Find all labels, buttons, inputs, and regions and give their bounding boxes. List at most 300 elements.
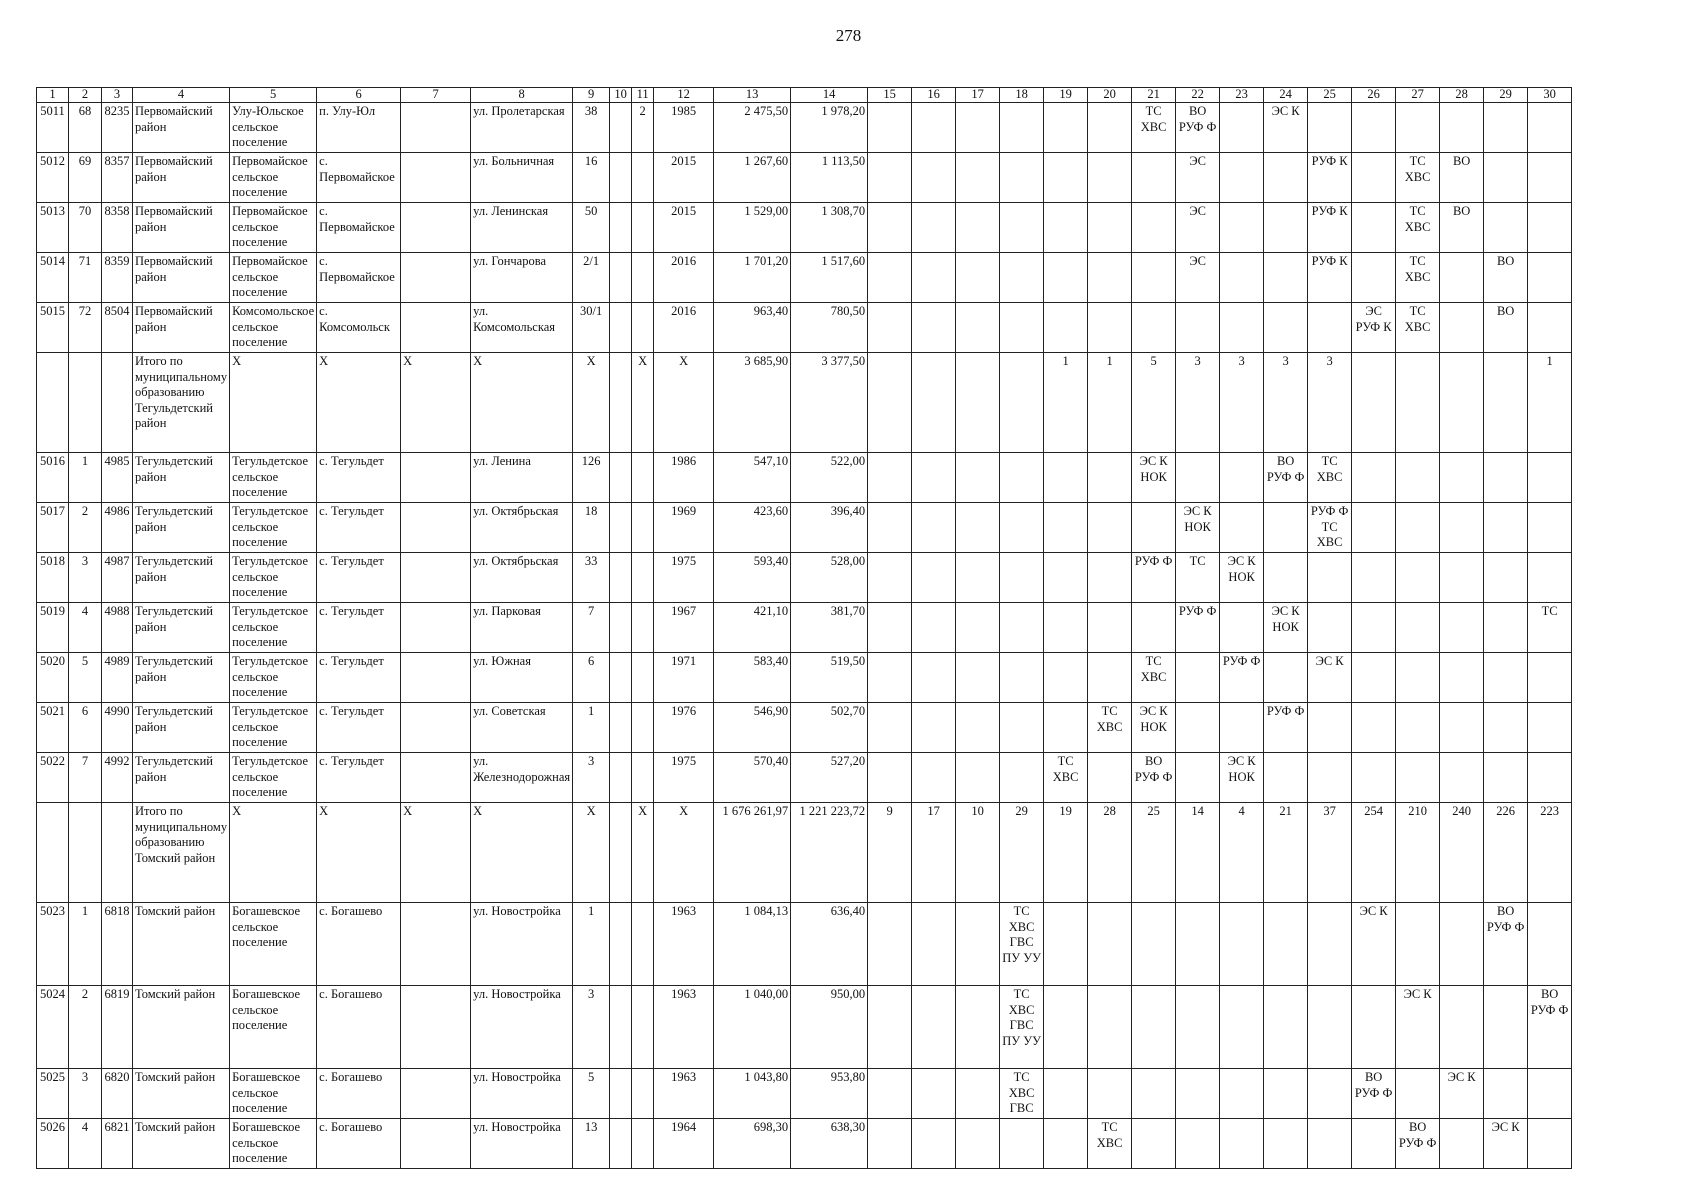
column-header-30: 30 <box>1528 88 1572 103</box>
cell-col-22 <box>1176 703 1220 753</box>
column-header-13: 13 <box>714 88 791 103</box>
cell-year: 1971 <box>654 653 714 703</box>
cell-col-30: 1 <box>1528 353 1572 453</box>
cell-col-23: 3 <box>1220 353 1264 453</box>
cell-year: 1986 <box>654 453 714 503</box>
cell-col-19 <box>1044 986 1088 1069</box>
cell-col-26 <box>1352 1119 1396 1169</box>
cell-living-area: 527,20 <box>791 753 868 803</box>
cell-col-24: 3 <box>1264 353 1308 453</box>
cell-col-27 <box>1396 753 1440 803</box>
cell-col-18 <box>1000 703 1044 753</box>
cell-col-21 <box>1132 203 1176 253</box>
cell-district-no <box>69 803 102 903</box>
cell-col-29 <box>1484 103 1528 153</box>
cell-district: Тегульдетский район <box>133 703 230 753</box>
subtotal-row <box>37 353 1572 453</box>
cell-total-area: 1 084,13 <box>714 903 791 986</box>
cell-col-23: ЭС К НОК <box>1220 753 1264 803</box>
cell-settlement-unit: Богашевское сельское поселение <box>230 1119 317 1169</box>
cell-col10 <box>610 986 632 1069</box>
cell-col-25: ЭС К <box>1308 653 1352 703</box>
cell-col-25: РУФ К <box>1308 203 1352 253</box>
cell-col-26 <box>1352 703 1396 753</box>
cell-district: Томский район <box>133 1119 230 1169</box>
cell-col7 <box>401 503 471 553</box>
cell-col-26 <box>1352 353 1396 453</box>
cell-col-15 <box>868 653 912 703</box>
cell-col10 <box>610 803 632 903</box>
column-header-1: 1 <box>37 88 69 103</box>
cell-total-area: 421,10 <box>714 603 791 653</box>
cell-living-area: 528,00 <box>791 553 868 603</box>
cell-building-id: 4986 <box>102 503 133 553</box>
cell-col-30 <box>1528 703 1572 753</box>
cell-col-23 <box>1220 253 1264 303</box>
cell-col-19 <box>1044 103 1088 153</box>
cell-col11: 2 <box>632 103 654 153</box>
cell-col-27 <box>1396 553 1440 603</box>
cell-col-30 <box>1528 253 1572 303</box>
cell-col-22 <box>1176 453 1220 503</box>
cell-col-18 <box>1000 253 1044 303</box>
table-row <box>37 1119 1572 1169</box>
cell-col-21: ТС ХВС <box>1132 653 1176 703</box>
cell-col-29 <box>1484 653 1528 703</box>
cell-year: 1975 <box>654 553 714 603</box>
cell-house-no: 2/1 <box>573 253 610 303</box>
cell-col-21: ТС ХВС <box>1132 103 1176 153</box>
cell-settlement-unit: X <box>230 803 317 903</box>
cell-building-id: 6819 <box>102 986 133 1069</box>
cell-col-20 <box>1088 553 1132 603</box>
cell-col-28 <box>1440 653 1484 703</box>
column-header-23: 23 <box>1220 88 1264 103</box>
cell-settlement-unit: Первомайское сельское поселение <box>230 153 317 203</box>
column-header-25: 25 <box>1308 88 1352 103</box>
cell-col-23 <box>1220 1119 1264 1169</box>
cell-district: Томский район <box>133 1069 230 1119</box>
table-row <box>37 203 1572 253</box>
cell-district-no: 1 <box>69 903 102 986</box>
cell-col-21 <box>1132 603 1176 653</box>
cell-col-22 <box>1176 986 1220 1069</box>
cell-record-no: 5024 <box>37 986 69 1069</box>
cell-col7 <box>401 653 471 703</box>
cell-col-30: 223 <box>1528 803 1572 903</box>
cell-col-27: 210 <box>1396 803 1440 903</box>
cell-col11 <box>632 603 654 653</box>
cell-col-18: 29 <box>1000 803 1044 903</box>
cell-col-23 <box>1220 153 1264 203</box>
cell-settlement-unit: Первомайское сельское поселение <box>230 203 317 253</box>
cell-col-20: 28 <box>1088 803 1132 903</box>
cell-col-16 <box>912 553 956 603</box>
column-header-9: 9 <box>573 88 610 103</box>
cell-col-28 <box>1440 903 1484 986</box>
cell-col-16 <box>912 603 956 653</box>
cell-living-area: 381,70 <box>791 603 868 653</box>
cell-col-20 <box>1088 103 1132 153</box>
cell-col-21: 5 <box>1132 353 1176 453</box>
cell-col-15 <box>868 453 912 503</box>
column-header-19: 19 <box>1044 88 1088 103</box>
cell-col-22: ЭС К НОК <box>1176 503 1220 553</box>
cell-col-30 <box>1528 553 1572 603</box>
cell-col-19 <box>1044 253 1088 303</box>
cell-record-no: 5013 <box>37 203 69 253</box>
cell-locality: с. Тегульдет <box>317 453 401 503</box>
cell-col-29 <box>1484 203 1528 253</box>
cell-col-15 <box>868 703 912 753</box>
cell-col-26: 254 <box>1352 803 1396 903</box>
cell-col-23 <box>1220 303 1264 353</box>
cell-col-17 <box>956 253 1000 303</box>
cell-col-30 <box>1528 153 1572 203</box>
cell-record-no: 5015 <box>37 303 69 353</box>
cell-col-20 <box>1088 453 1132 503</box>
cell-total-area: 1 043,80 <box>714 1069 791 1119</box>
cell-col-16 <box>912 653 956 703</box>
cell-col-27 <box>1396 603 1440 653</box>
cell-col7 <box>401 753 471 803</box>
cell-col-16 <box>912 353 956 453</box>
cell-record-no: 5023 <box>37 903 69 986</box>
cell-living-area: 636,40 <box>791 903 868 986</box>
cell-year: 1963 <box>654 1069 714 1119</box>
column-header-18: 18 <box>1000 88 1044 103</box>
cell-house-no: 38 <box>573 103 610 153</box>
cell-col-19 <box>1044 553 1088 603</box>
cell-col-17 <box>956 303 1000 353</box>
cell-district: Тегульдетский район <box>133 503 230 553</box>
table-row <box>37 453 1572 503</box>
cell-house-no: 18 <box>573 503 610 553</box>
cell-col-18 <box>1000 153 1044 203</box>
cell-col-17 <box>956 1069 1000 1119</box>
cell-col-28: ЭС К <box>1440 1069 1484 1119</box>
cell-settlement-unit: Тегульдетское сельское поселение <box>230 653 317 703</box>
cell-col-21 <box>1132 303 1176 353</box>
cell-col-30 <box>1528 203 1572 253</box>
cell-col-24: 21 <box>1264 803 1308 903</box>
cell-col-28 <box>1440 553 1484 603</box>
cell-settlement-unit: Богашевское сельское поселение <box>230 1069 317 1119</box>
cell-record-no: 5019 <box>37 603 69 653</box>
cell-col-18 <box>1000 1119 1044 1169</box>
column-header-6: 6 <box>317 88 401 103</box>
cell-col-25 <box>1308 703 1352 753</box>
column-header-8: 8 <box>471 88 573 103</box>
cell-col-23 <box>1220 503 1264 553</box>
cell-col-27 <box>1396 653 1440 703</box>
cell-col-17 <box>956 503 1000 553</box>
cell-living-area: 638,30 <box>791 1119 868 1169</box>
housing-register-table <box>36 87 1572 1169</box>
cell-col-15 <box>868 753 912 803</box>
cell-col-19 <box>1044 503 1088 553</box>
cell-col-17 <box>956 203 1000 253</box>
cell-col11 <box>632 253 654 303</box>
cell-col-15 <box>868 1119 912 1169</box>
cell-col-29: 226 <box>1484 803 1528 903</box>
cell-col-28 <box>1440 986 1484 1069</box>
cell-col-22: РУФ Ф <box>1176 603 1220 653</box>
cell-total-area: 546,90 <box>714 703 791 753</box>
cell-col-25: 37 <box>1308 803 1352 903</box>
cell-col-15 <box>868 553 912 603</box>
cell-col-27 <box>1396 703 1440 753</box>
cell-building-id <box>102 803 133 903</box>
cell-col-22: ЭС <box>1176 253 1220 303</box>
cell-house-no: 13 <box>573 1119 610 1169</box>
cell-col-27 <box>1396 353 1440 453</box>
cell-col7: X <box>401 803 471 903</box>
cell-district: Тегульдетский район <box>133 603 230 653</box>
cell-locality: с. Первомайское <box>317 203 401 253</box>
cell-col-25 <box>1308 103 1352 153</box>
cell-street: ул. Ленинская <box>471 203 573 253</box>
cell-locality: с. Тегульдет <box>317 703 401 753</box>
cell-col-26 <box>1352 503 1396 553</box>
cell-house-no: 50 <box>573 203 610 253</box>
cell-col-24 <box>1264 753 1308 803</box>
cell-col-24 <box>1264 253 1308 303</box>
cell-district: Томский район <box>133 986 230 1069</box>
cell-col-15 <box>868 1069 912 1119</box>
cell-house-no: 5 <box>573 1069 610 1119</box>
cell-col11 <box>632 703 654 753</box>
cell-street: ул. Новостройка <box>471 1119 573 1169</box>
cell-street: X <box>471 803 573 903</box>
cell-col-30: ВО РУФ Ф <box>1528 986 1572 1069</box>
cell-record-no: 5021 <box>37 703 69 753</box>
cell-col-20 <box>1088 153 1132 203</box>
column-header-7: 7 <box>401 88 471 103</box>
cell-col-28 <box>1440 753 1484 803</box>
cell-col7 <box>401 303 471 353</box>
cell-district: Итого по муниципальному образованию Томский район <box>133 803 230 903</box>
cell-col10 <box>610 903 632 986</box>
cell-col-25 <box>1308 603 1352 653</box>
cell-street: ул. Советская <box>471 703 573 753</box>
cell-col-27 <box>1396 453 1440 503</box>
cell-street: ул. Октябрьская <box>471 503 573 553</box>
cell-record-no: 5012 <box>37 153 69 203</box>
cell-district-no: 7 <box>69 753 102 803</box>
cell-settlement-unit: Тегульдетское сельское поселение <box>230 703 317 753</box>
cell-col11 <box>632 203 654 253</box>
cell-total-area: 593,40 <box>714 553 791 603</box>
cell-col-29: ВО <box>1484 303 1528 353</box>
cell-col-23: 4 <box>1220 803 1264 903</box>
cell-col-23 <box>1220 103 1264 153</box>
cell-col-30 <box>1528 453 1572 503</box>
cell-col7 <box>401 203 471 253</box>
cell-year: 2015 <box>654 153 714 203</box>
cell-district: Томский район <box>133 903 230 986</box>
cell-building-id: 4992 <box>102 753 133 803</box>
cell-living-area: 780,50 <box>791 303 868 353</box>
cell-col7 <box>401 253 471 303</box>
cell-col11 <box>632 1119 654 1169</box>
cell-col-17: 10 <box>956 803 1000 903</box>
cell-house-no: 30/1 <box>573 303 610 353</box>
cell-total-area: 1 529,00 <box>714 203 791 253</box>
table-row <box>37 253 1572 303</box>
cell-col10 <box>610 1069 632 1119</box>
cell-col-23: РУФ Ф <box>1220 653 1264 703</box>
cell-col-16 <box>912 1119 956 1169</box>
cell-year: 1985 <box>654 103 714 153</box>
cell-col11 <box>632 303 654 353</box>
cell-col-30 <box>1528 103 1572 153</box>
column-header-22: 22 <box>1176 88 1220 103</box>
cell-locality: с. Богашево <box>317 1069 401 1119</box>
cell-living-area: 1 978,20 <box>791 103 868 153</box>
cell-col11 <box>632 986 654 1069</box>
cell-col-27: ТС ХВС <box>1396 153 1440 203</box>
cell-living-area: 519,50 <box>791 653 868 703</box>
cell-col-29: ВО РУФ Ф <box>1484 903 1528 986</box>
cell-col-22 <box>1176 753 1220 803</box>
cell-col11 <box>632 1069 654 1119</box>
cell-col-27 <box>1396 903 1440 986</box>
column-header-17: 17 <box>956 88 1000 103</box>
cell-col-22 <box>1176 303 1220 353</box>
cell-locality: п. Улу-Юл <box>317 103 401 153</box>
cell-col-28: ВО <box>1440 203 1484 253</box>
cell-col-18 <box>1000 603 1044 653</box>
cell-col-17 <box>956 653 1000 703</box>
cell-col-15 <box>868 153 912 203</box>
cell-total-area: 1 701,20 <box>714 253 791 303</box>
cell-col10 <box>610 453 632 503</box>
cell-col-17 <box>956 103 1000 153</box>
cell-col-15: 9 <box>868 803 912 903</box>
cell-col-25 <box>1308 1119 1352 1169</box>
cell-district: Тегульдетский район <box>133 553 230 603</box>
column-header-26: 26 <box>1352 88 1396 103</box>
cell-col-29 <box>1484 986 1528 1069</box>
cell-col-17 <box>956 353 1000 453</box>
cell-col-21 <box>1132 503 1176 553</box>
cell-record-no: 5018 <box>37 553 69 603</box>
cell-col-24: ЭС К НОК <box>1264 603 1308 653</box>
cell-col-22: 3 <box>1176 353 1220 453</box>
cell-district: Первомайский район <box>133 203 230 253</box>
cell-col-25: РУФ Ф ТС ХВС <box>1308 503 1352 553</box>
cell-col-16 <box>912 303 956 353</box>
column-header-5: 5 <box>230 88 317 103</box>
cell-col-16 <box>912 753 956 803</box>
cell-col-20 <box>1088 653 1132 703</box>
cell-col11 <box>632 653 654 703</box>
cell-col-30 <box>1528 303 1572 353</box>
cell-col11 <box>632 503 654 553</box>
cell-col-15 <box>868 603 912 653</box>
cell-building-id: 8358 <box>102 203 133 253</box>
cell-col10 <box>610 553 632 603</box>
cell-street: ул. Южная <box>471 653 573 703</box>
cell-col-25 <box>1308 1069 1352 1119</box>
cell-col-20 <box>1088 253 1132 303</box>
cell-living-area: 396,40 <box>791 503 868 553</box>
cell-locality: с. Богашево <box>317 1119 401 1169</box>
cell-col-21 <box>1132 1069 1176 1119</box>
table-row <box>37 103 1572 153</box>
cell-street: ул. Новостройка <box>471 986 573 1069</box>
subtotal-row <box>37 803 1572 903</box>
cell-col-19 <box>1044 453 1088 503</box>
cell-building-id: 6818 <box>102 903 133 986</box>
cell-col-28 <box>1440 253 1484 303</box>
cell-col-27: ВО РУФ Ф <box>1396 1119 1440 1169</box>
cell-col-16 <box>912 903 956 986</box>
cell-col-26 <box>1352 253 1396 303</box>
cell-col-29 <box>1484 1069 1528 1119</box>
column-header-24: 24 <box>1264 88 1308 103</box>
cell-col-21: ЭС К НОК <box>1132 703 1176 753</box>
cell-col10 <box>610 353 632 453</box>
cell-col-16 <box>912 453 956 503</box>
cell-col11 <box>632 903 654 986</box>
cell-record-no: 5020 <box>37 653 69 703</box>
cell-col-26: ВО РУФ Ф <box>1352 1069 1396 1119</box>
cell-col-25 <box>1308 986 1352 1069</box>
cell-total-area: 698,30 <box>714 1119 791 1169</box>
cell-district-no: 2 <box>69 503 102 553</box>
cell-col7 <box>401 103 471 153</box>
table-row <box>37 503 1572 553</box>
cell-col7: X <box>401 353 471 453</box>
cell-record-no: 5017 <box>37 503 69 553</box>
cell-district: Первомайский район <box>133 103 230 153</box>
cell-locality: X <box>317 353 401 453</box>
cell-col-23 <box>1220 986 1264 1069</box>
cell-col-24 <box>1264 903 1308 986</box>
cell-col-17 <box>956 1119 1000 1169</box>
cell-district-no: 72 <box>69 303 102 353</box>
cell-locality: с. Тегульдет <box>317 753 401 803</box>
cell-col-21 <box>1132 986 1176 1069</box>
cell-col-15 <box>868 203 912 253</box>
cell-col-24 <box>1264 303 1308 353</box>
cell-record-no: 5025 <box>37 1069 69 1119</box>
cell-col-29 <box>1484 153 1528 203</box>
cell-col-21 <box>1132 903 1176 986</box>
cell-col11 <box>632 453 654 503</box>
cell-year: 1967 <box>654 603 714 653</box>
cell-col-16 <box>912 986 956 1069</box>
cell-col10 <box>610 753 632 803</box>
cell-col-29 <box>1484 503 1528 553</box>
cell-col-20: ТС ХВС <box>1088 703 1132 753</box>
cell-col-24: РУФ Ф <box>1264 703 1308 753</box>
cell-district-no: 68 <box>69 103 102 153</box>
cell-district-no: 1 <box>69 453 102 503</box>
column-number-row <box>37 88 1572 103</box>
cell-col-29 <box>1484 453 1528 503</box>
cell-col-27 <box>1396 1069 1440 1119</box>
cell-district-no: 6 <box>69 703 102 753</box>
cell-total-area: 3 685,90 <box>714 353 791 453</box>
cell-col-30 <box>1528 903 1572 986</box>
cell-col11: X <box>632 353 654 453</box>
cell-col-29 <box>1484 353 1528 453</box>
cell-col-30 <box>1528 1119 1572 1169</box>
cell-col-29 <box>1484 703 1528 753</box>
